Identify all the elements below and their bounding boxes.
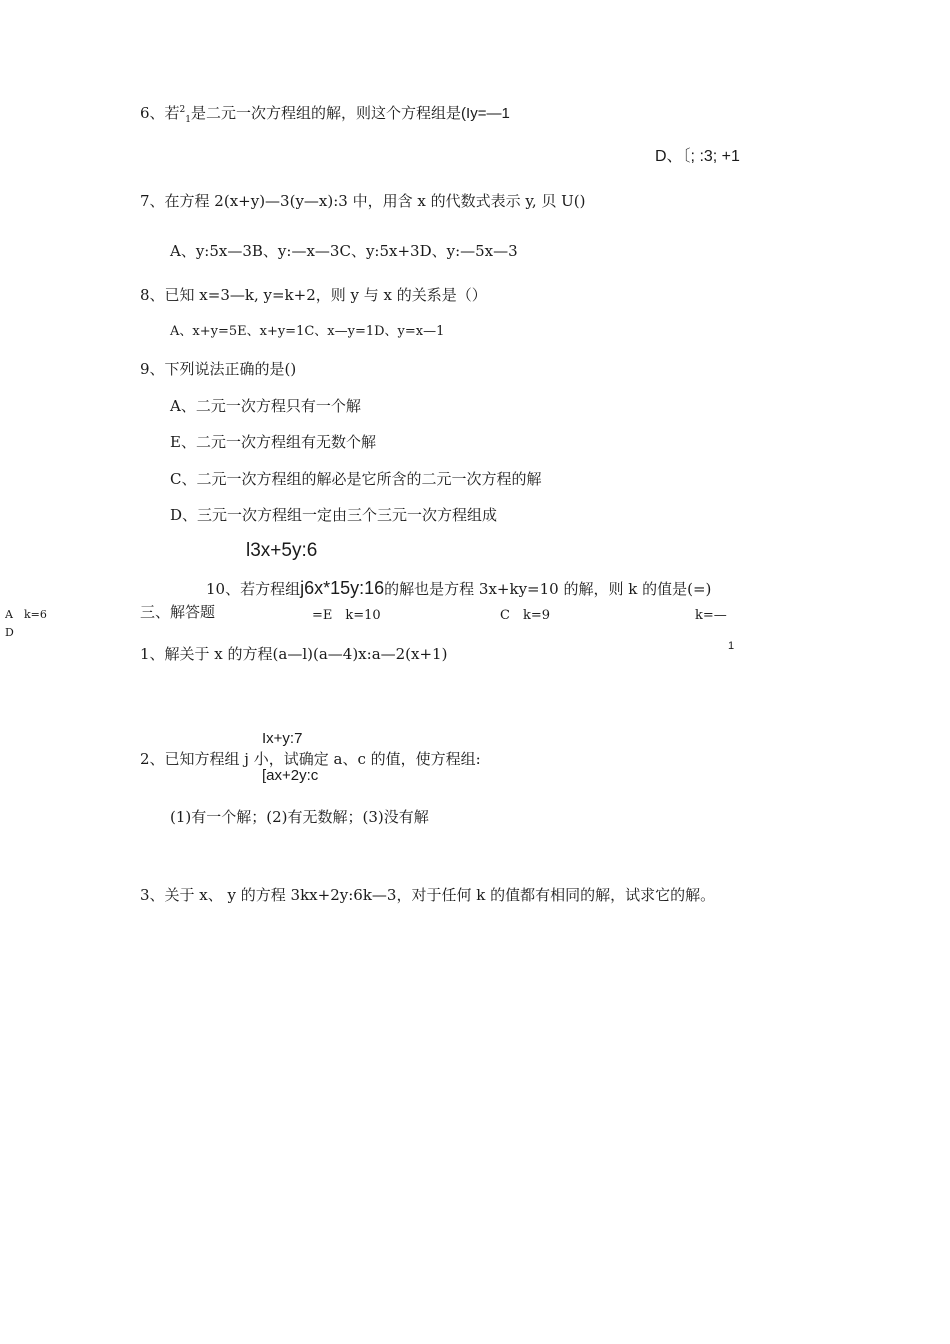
question-6-text: 是二元一次方程组的解，则这个方程组是 <box>191 104 462 122</box>
question-6-sup: 2 <box>179 105 186 115</box>
problem-2-equation-bottom: [ax+2y:c <box>262 767 319 784</box>
question-10-text: 的解也是方程 3x+ky=10 的解，则 k 的值是(=) <box>384 580 712 598</box>
problem-2-cases: (1)有一个解；(2)有无数解；(3)没有解 <box>170 808 429 826</box>
question-10-fragment-b: D <box>5 626 14 639</box>
problem-1: 1、解关于 x 的方程(a—l)(a—4)x:a—2(x+1) <box>140 645 448 663</box>
question-10-equation-inline: j6x*15y:16 <box>300 578 385 598</box>
problem-2-equation-top: Ix+y:7 <box>262 730 303 747</box>
question-10-fragment-mid-c: C k=9 <box>500 608 550 620</box>
question-6-tail: (Iy=—1 <box>461 105 510 122</box>
question-10-equation-top: l3x+5y:6 <box>246 540 318 561</box>
problem-2: 2、已知方程组 j 小，试确定 a、c 的值，使方程组: <box>140 750 481 768</box>
question-10-prefix: 10、若方程组 <box>206 580 301 598</box>
question-10-fragment-right: k=— <box>695 608 727 620</box>
question-10 <box>206 578 711 600</box>
problem-1-stray-digit: 1 <box>728 640 735 652</box>
question-7: 7、在方程 2(x+y)—3(y—x):3 中，用含 x 的代数式表示 y, 贝 U() <box>140 192 586 210</box>
question-9: 9、下列说法正确的是() <box>140 360 297 378</box>
problem-3: 3、关于 x、 y 的方程 3kx+2y:6k—3，对于任何 k 的值都有相同的解，试求它的解。 <box>140 886 716 904</box>
question-10-fragment-mid-b: =E k=10 <box>312 608 381 620</box>
question-6 <box>140 104 510 126</box>
question-9-option-a: A、二元一次方程只有一个解 <box>170 397 361 415</box>
question-9-option-c: C、二元一次方程组的解必是它所含的二元一次方程的解 <box>170 470 542 488</box>
question-8-options: A、x+y=5E、x+y=1C、x—y=1D、y=x—1 <box>170 324 445 339</box>
question-7-options: A、y:5x—3B、y:—x—3C、y:5x+3D、y:—5x—3 <box>170 242 518 260</box>
question-9-option-d: D、三元一次方程组一定由三个三元一次方程组成 <box>170 506 498 524</box>
question-10-fragment-a: A k=6 <box>5 608 47 620</box>
section-3-title: 三、解答题 <box>140 603 216 621</box>
question-6-prefix: 6、若 <box>140 104 180 122</box>
question-6-option-d: D、〔; :3; +1 <box>655 148 740 165</box>
question-9-option-b: E、二元一次方程组有无数个解 <box>170 433 376 451</box>
question-8: 8、已知 x=3—k, y=k+2，则 y 与 x 的关系是（） <box>140 286 487 304</box>
question-6-sub: 1 <box>185 115 192 125</box>
